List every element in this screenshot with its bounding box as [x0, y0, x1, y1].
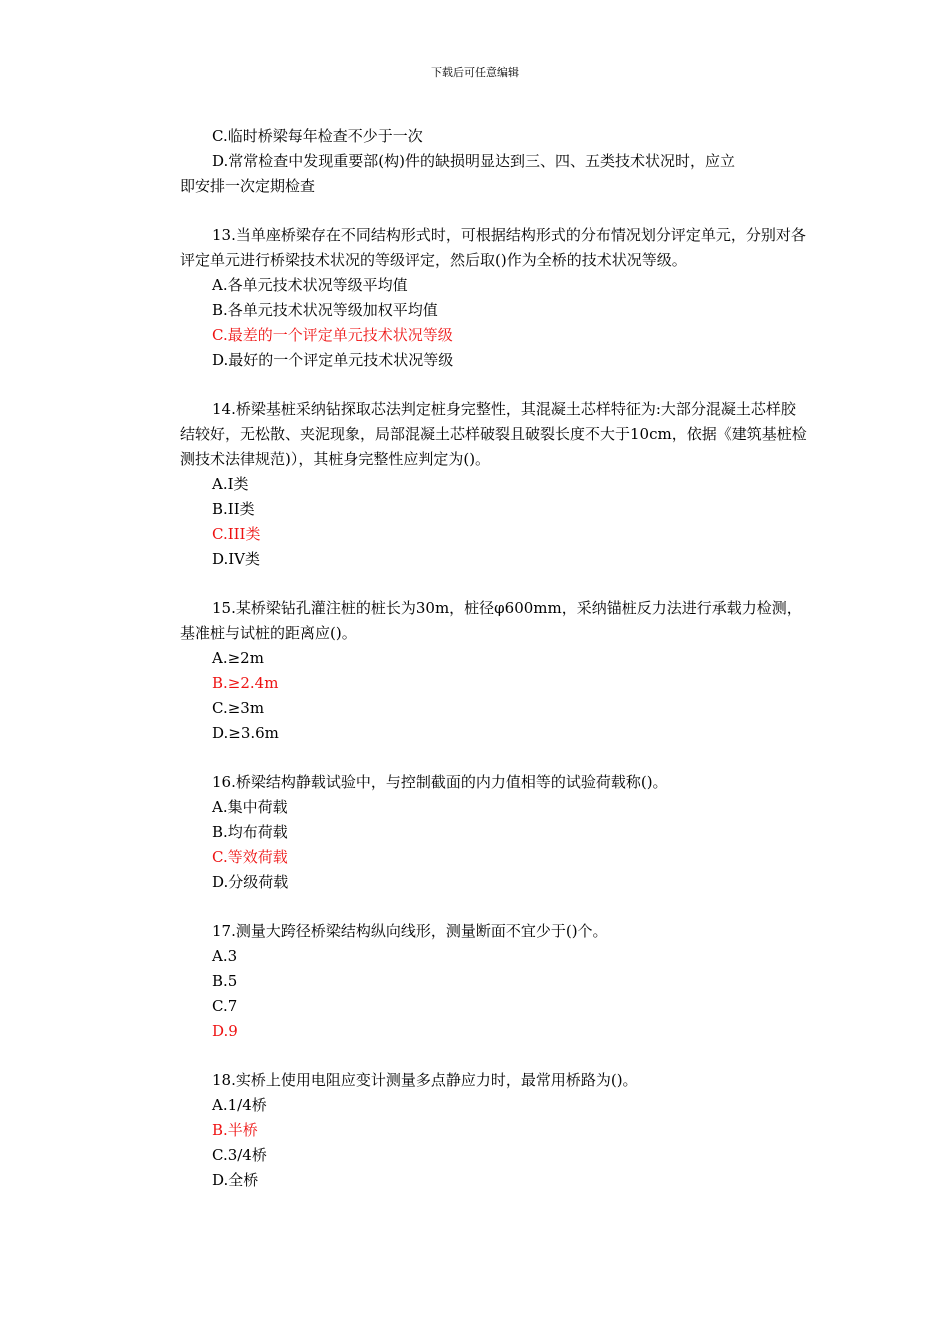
- option-d: D.≥3.6m: [212, 724, 279, 742]
- option-d-answer: D.9: [212, 1022, 238, 1040]
- page-header: 下载后可任意编辑: [431, 66, 519, 79]
- question-stem: 15.某桥梁钻孔灌注桩的桩长为30m，桩径φ600mm，采纳锚桩反力法进行承载力检测，基准桩与试桩的距离应()。: [180, 599, 802, 642]
- option-a: A.集中荷载: [212, 798, 288, 816]
- option-b-answer: B.半桥: [212, 1121, 258, 1139]
- option-b: B.II类: [212, 500, 255, 518]
- question-17: [180, 919, 810, 1044]
- question-stem: 16.桥梁结构静载试验中，与控制截面的内力值相等的试验荷载称()。: [212, 773, 668, 791]
- question-stem: 13.当单座桥梁存在不同结构形式时，可根据结构形式的分布情况划分评定单元，分别对各评定单元进行桥梁技术状况的等级评定，然后取()作为全桥的技术状况等级。: [180, 226, 806, 269]
- option-a: A.≥2m: [212, 649, 264, 667]
- option-c: C.≥3m: [212, 699, 265, 717]
- question-13: [180, 223, 810, 373]
- question-16: [180, 770, 810, 895]
- option-a: A.3: [212, 947, 238, 965]
- question-stem: 17.测量大跨径桥梁结构纵向线形，测量断面不宜少于()个。: [212, 922, 608, 940]
- option-c-answer: C.III类: [212, 525, 261, 543]
- option-d: D.最好的一个评定单元技术状况等级: [212, 351, 454, 369]
- option-c: C.7: [212, 997, 238, 1015]
- document-body: [180, 124, 810, 1217]
- option-a: A.1/4桥: [212, 1096, 267, 1114]
- option-b: B.各单元技术状况等级加权平均值: [212, 301, 438, 319]
- question-14: [180, 397, 810, 572]
- option-b-answer: B.≥2.4m: [212, 674, 279, 692]
- option-d: D.全桥: [212, 1171, 259, 1189]
- option-c: C.3/4桥: [212, 1146, 267, 1164]
- option-d: D.分级荷载: [212, 873, 289, 891]
- option-c-answer: C.最差的一个评定单元技术状况等级: [212, 326, 453, 344]
- option-b: B.均布荷载: [212, 823, 288, 841]
- option-d: D.IV类: [212, 550, 261, 568]
- option-a: A.I类: [212, 475, 249, 493]
- option-c: C.临时桥梁每年检查不少于一次: [212, 127, 423, 145]
- option-continuation: 即安排一次定期检查: [180, 177, 316, 195]
- question-stem: 18.实桥上使用电阻应变计测量多点静应力时，最常用桥路为()。: [212, 1071, 638, 1089]
- question-15: [180, 596, 810, 746]
- option-b: B.5: [212, 972, 238, 990]
- question-18: [180, 1068, 810, 1193]
- option-a: A.各单元技术状况等级平均值: [212, 276, 408, 294]
- option-c-answer: C.等效荷载: [212, 848, 288, 866]
- option-d: D.常常检查中发现重要部(构)件的缺损明显达到三、四、五类技术状况时，应立: [212, 152, 735, 170]
- question-fragment: [180, 124, 810, 199]
- question-stem: 14.桥梁基桩采纳钻探取芯法判定桩身完整性，其混凝土芯样特征为:大部分混凝土芯样胶结较好，无松散、夹泥现象，局部混凝土芯样破裂且破裂长度不大于10cm，依据《建筑基桩检测技术法律规范)），其桩身完整性应判定为()。: [180, 400, 807, 468]
